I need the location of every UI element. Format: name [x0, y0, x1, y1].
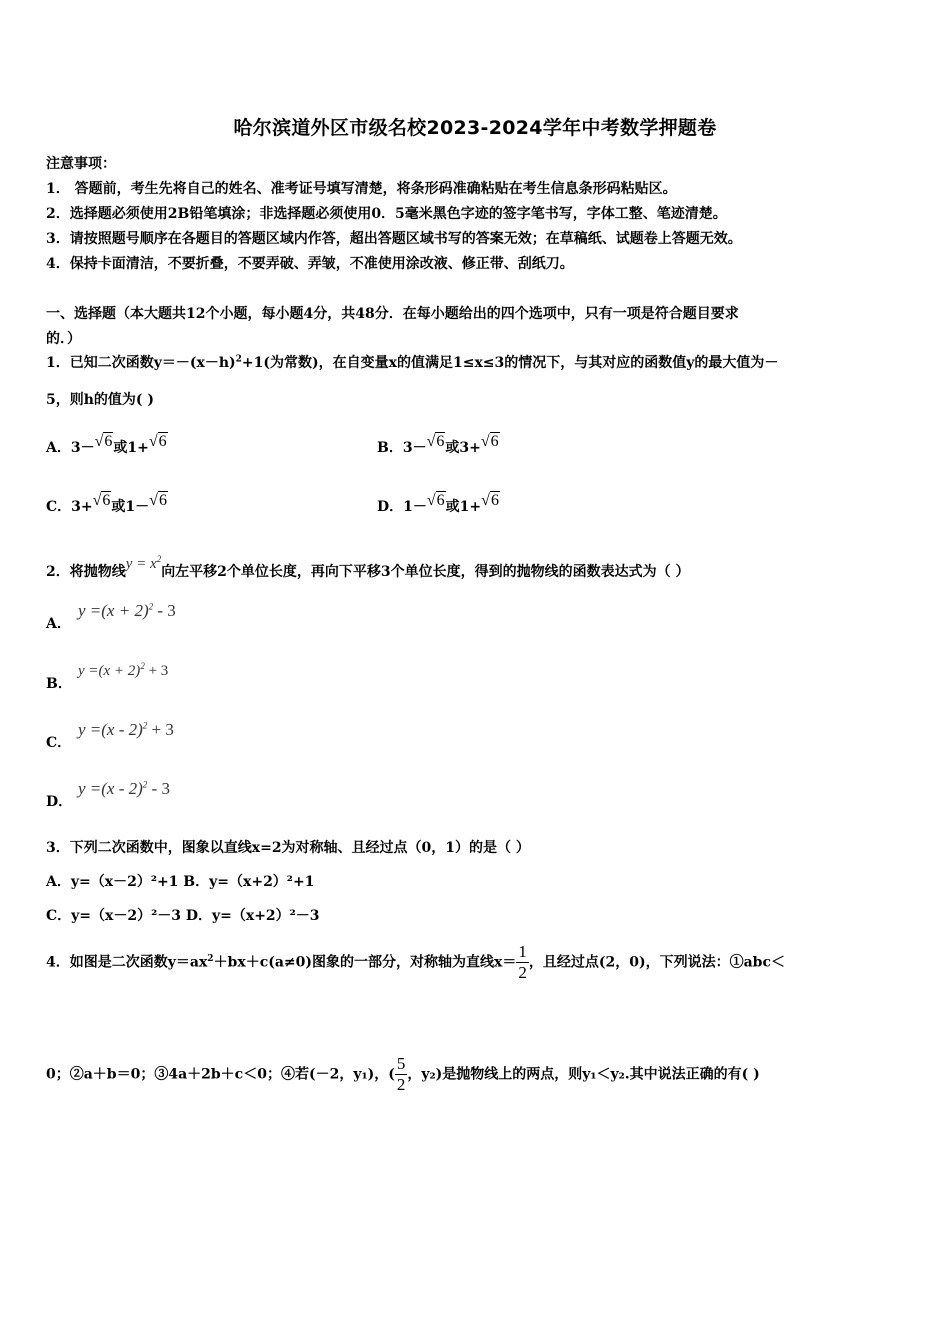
fraction-five-halves: $\frac{5}{2}$	[396, 1054, 406, 1094]
q1-option-d: D．1－√6或1+√6	[377, 492, 499, 515]
q2-stem: 2．将抛物线$y = x^2$向左平移2个单位长度，再向下平移3个单位长度，得到的抛物线的函数表达式为（ ）	[46, 554, 690, 580]
section-heading-cont: 的．）	[46, 331, 81, 347]
page-title: 哈尔滨道外区市级名校2023-2024学年中考数学押题卷	[233, 117, 717, 139]
q4-stem-line1: 4．如图是二次函数$y=ax^2+bx+c(a\ne 0)$图象的一部分，对称轴为直线x＝ $\frac{1}{2}$ ，且经过点(2，0)，下列说法：①abc＜	[46, 942, 785, 982]
q2-formula: $y = x^2$	[125, 554, 162, 572]
q2-option-b-formula: $y =(x + 2)^2 + 3$	[78, 661, 169, 679]
q1-option-a: A．3－√6或1+√6	[46, 433, 167, 456]
q1-option-c: C．3+√6或1－√6	[46, 492, 167, 515]
notice-item-4: 4．保持卡面清洁，不要折叠，不要弄破、弄皱，不准使用涂改液、修正带、刮纸刀。	[46, 256, 574, 272]
fraction-one-half: $\frac{1}{2}$	[518, 942, 527, 982]
sqrt-six: √6	[426, 433, 445, 450]
sqrt-six: √6	[481, 492, 499, 509]
q2-option-a-formula: $y =(x + 2)^2 - 3$	[78, 601, 176, 620]
q1-option-b: B．3－√6或3+√6	[377, 433, 499, 456]
q1-stem-line2: 5，则h的值为( )	[46, 392, 155, 408]
section-heading: 一、选择题（本大题共12个小题，每小题4分，共48分．在每小题给出的四个选项中，只有一项是符合题目要求	[46, 306, 739, 322]
notice-item-2: 2．选择题必须使用2B铅笔填涂；非选择题必须使用0．5毫米黑色字迹的签字笔书写，字体工整、笔迹清楚。	[46, 206, 727, 222]
sqrt-six: √6	[94, 433, 113, 450]
notice-item-3: 3．请按照题号顺序在各题目的答题区域内作答，超出答题区域书写的答案无效；在草稿纸、试题卷上答题无效。	[46, 231, 742, 247]
notice-item-1: 1． 答题前，考生先将自己的姓名、准考证号填写清楚，将条形码准确粘贴在考生信息条形码粘贴区。	[46, 181, 677, 197]
q2-option-c-label: C．	[46, 735, 72, 751]
q2-option-d-label: D．	[46, 794, 73, 810]
q4-stem-line2: 0；②a＋b＝0；③4a＋2b＋c＜0；④若(－2，y₁)，( $\frac{5}{2}$ ，y₂)是抛物线上的两点，则y₁＜y₂.其中说法正确的有( )	[46, 1054, 760, 1094]
sqrt-six: √6	[480, 433, 499, 450]
q2-option-a-label: A．	[46, 616, 71, 632]
notice-heading: 注意事项：	[46, 156, 116, 172]
q2-option-d-formula: y =(x - 2)$^2$ - 3	[78, 779, 170, 798]
sqrt-six: √6	[148, 433, 167, 450]
q2-option-b-label: B．	[46, 676, 72, 692]
sqrt-six: √6	[426, 492, 445, 509]
sqrt-six: √6	[92, 492, 111, 509]
q2-option-c-formula: y =(x - 2)$^2$ + 3	[78, 720, 174, 739]
q1-stem-line1: 1．已知二次函数$y=-(x-h)^2+1$(为常数)，在自变量x的值满足1≤x≤3的情况下，与其对应的函数值y的最大值为－	[46, 354, 779, 371]
q3-options-row2: C．y=（x－2）²－3 D．y=（x+2）²－3	[46, 908, 320, 924]
q3-options-row1: A．y=（x－2）²+1 B．y=（x+2）²+1	[46, 874, 315, 890]
q3-stem: 3．下列二次函数中，图象以直线x=2为对称轴、且经过点（0，1）的是（ ）	[46, 840, 530, 856]
sqrt-six: √6	[149, 492, 167, 509]
